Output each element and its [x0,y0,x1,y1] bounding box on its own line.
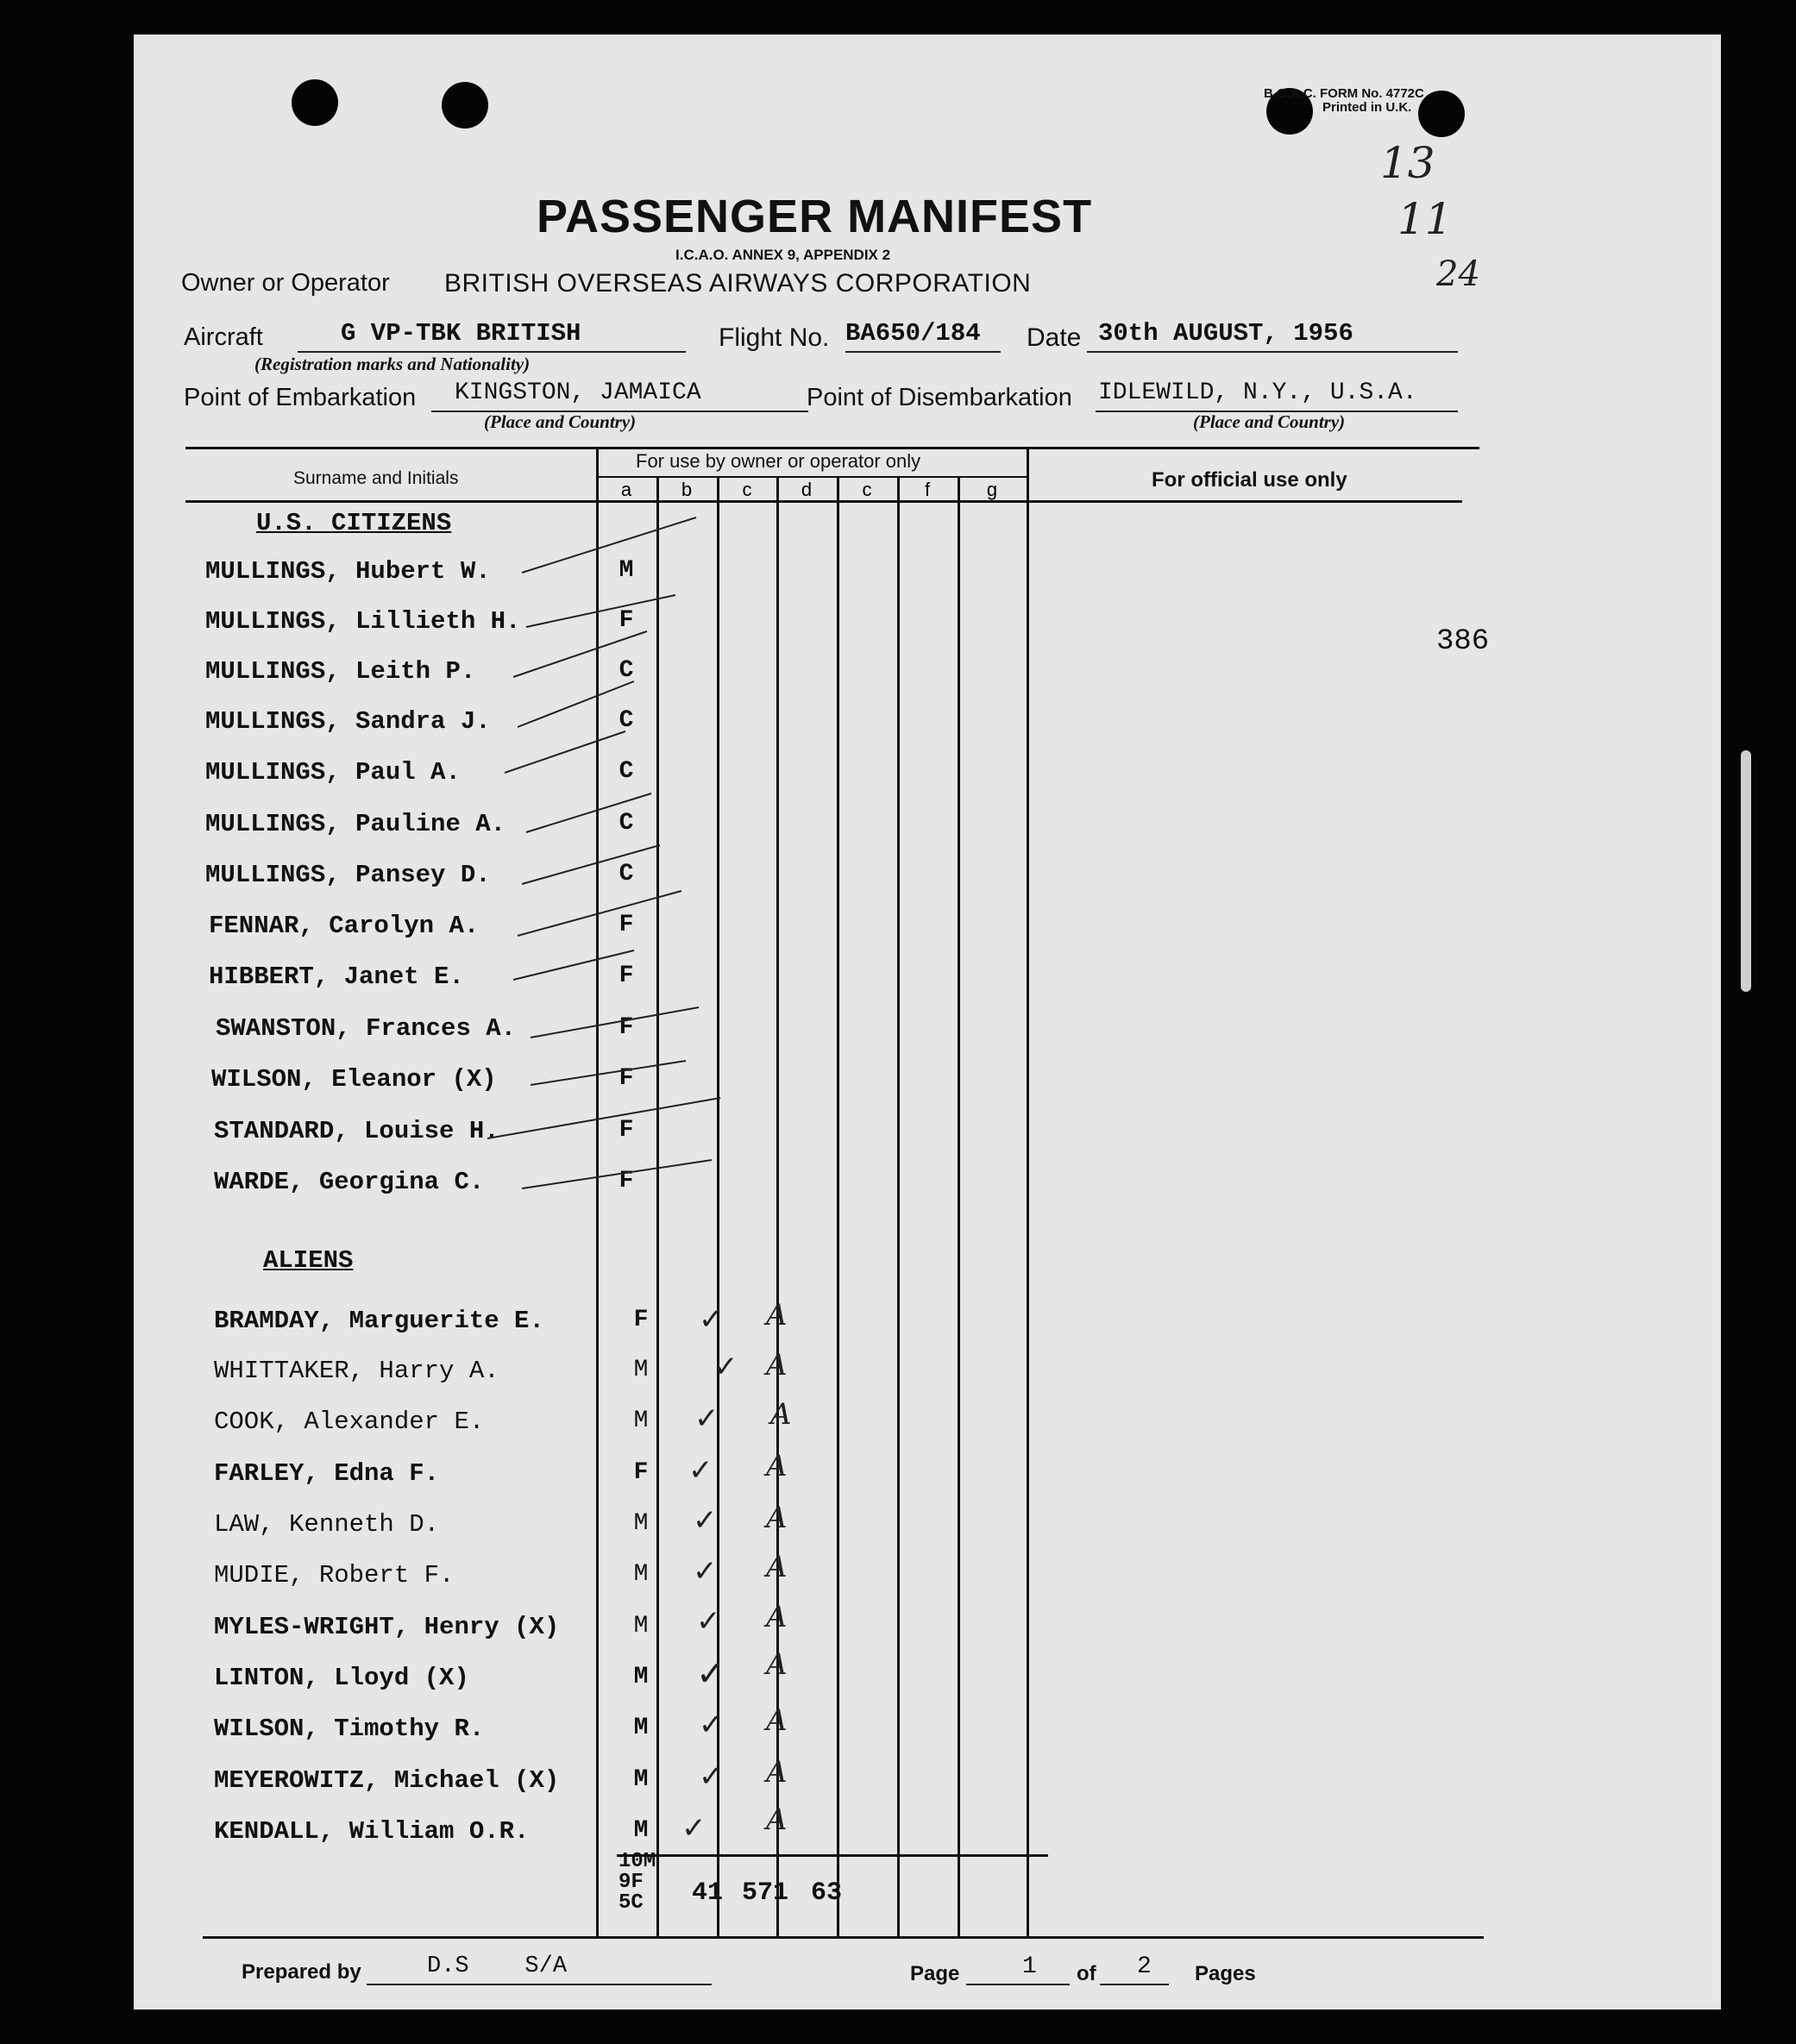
check-mark: ✓ [699,1302,724,1337]
passenger-sex: M [633,1613,649,1640]
col-header-g: g [986,479,998,500]
passenger-name: WILSON, Eleanor (X) [211,1065,497,1094]
a-mark: A [770,1397,792,1432]
passenger-sex: M [633,1817,649,1844]
form-number: B.O.A.C. FORM No. 4772C [1264,86,1424,101]
aliens-title: ALIENS [263,1246,354,1275]
passenger-name: KENDALL, William O.R. [214,1817,530,1846]
embark-label: Point of Embarkation [184,384,417,411]
passenger-sex: M [619,557,634,584]
aircraft-value: G VP-TBK BRITISH [341,319,581,348]
passenger-sex: C [619,810,634,837]
passenger-name: BRAMDAY, Marguerite E. [214,1307,544,1335]
total-a: 5C [619,1891,644,1915]
passenger-sex: F [619,1014,634,1041]
passenger-name: MULLINGS, Sandra J. [205,707,491,736]
col-header-e: c [862,479,872,500]
col-header-f: f [924,479,931,500]
hand-note: 11 [1397,194,1453,244]
check-mark: ✓ [713,1350,738,1384]
surname-header: Surname and Initials [293,468,459,488]
total-a: 9F [619,1871,644,1894]
passenger-name: LAW, Kenneth D. [214,1510,440,1539]
passenger-name: COOK, Alexander E. [214,1408,485,1436]
page-title: PASSENGER MANIFEST [537,191,1093,242]
official-note: 386 [1436,625,1490,658]
passenger-name: MEYEROWITZ, Michael (X) [214,1766,560,1795]
prepared-label: Prepared by [242,1960,361,1984]
col-header-c: c [742,479,752,500]
passenger-sex: M [633,1357,649,1383]
flight-value: BA650/184 [845,319,981,348]
embark-note: (Place and Country) [484,411,637,432]
check-mark: ✓ [699,1759,724,1794]
passenger-sex: F [619,912,634,938]
passenger-sex: F [619,607,634,634]
passenger-sex: F [619,1065,634,1092]
of-label: of [1077,1962,1096,1985]
disembark-label: Point of Disembarkation [807,384,1072,411]
owner-value: BRITISH OVERSEAS AIRWAYS CORPORATION [444,269,1032,298]
a-mark: A [766,1600,788,1634]
passenger-name: SWANSTON, Frances A. [216,1014,517,1043]
col-header-d: d [801,479,813,500]
passenger-sex: F [633,1459,649,1486]
hand-strike-lines [134,34,1721,1242]
passenger-sex: F [619,962,634,989]
a-mark: A [766,1298,788,1332]
passenger-name: MULLINGS, Pansey D. [205,861,491,889]
us-citizens-title: U.S. CITIZENS [256,509,452,537]
passenger-sex: C [619,758,634,785]
owner-use-header: For use by owner or operator only [636,450,921,472]
passenger-sex: M [633,1510,649,1537]
a-mark: A [766,1755,788,1790]
passenger-name: MULLINGS, Leith P. [205,657,476,686]
check-mark: ✓ [699,1708,724,1742]
aircraft-label: Aircraft [184,323,263,351]
a-mark: A [766,1703,788,1738]
total-b: 41 [692,1878,724,1908]
passenger-name: WHITTAKER, Harry A. [214,1357,499,1385]
passenger-name: LINTON, Lloyd (X) [214,1664,469,1692]
flight-label: Flight No. [719,323,830,352]
passenger-name: MUDIE, Robert F. [214,1561,455,1589]
embark-value: KINGSTON, JAMAICA [455,379,701,406]
check-mark: ✓ [693,1503,718,1538]
passenger-name: MULLINGS, Pauline A. [205,810,506,838]
printed-note: Printed in U.K. [1322,100,1412,115]
passenger-name: WILSON, Timothy R. [214,1715,485,1743]
passenger-sex: M [633,1408,649,1434]
hand-note: 13 [1380,138,1435,188]
page-total: 2 [1137,1953,1152,1980]
passenger-name: MULLINGS, Paul A. [205,758,461,787]
passenger-name: MYLES-WRIGHT, Henry (X) [214,1613,560,1641]
check-mark: ✓ [696,1604,721,1639]
check-mark: ✓ [696,1654,725,1694]
owner-label: Owner or Operator [181,269,390,297]
check-mark: ✓ [693,1554,718,1589]
passenger-sex: C [619,707,634,734]
total-d: 63 [811,1878,843,1908]
a-mark: A [766,1550,788,1584]
pages-label: Pages [1195,1962,1256,1985]
prepared-value: D.S S/A [427,1953,568,1979]
date-label: Date [1027,323,1082,352]
passenger-sex: F [619,1117,634,1144]
passenger-sex: M [633,1715,649,1741]
a-mark: A [766,1647,788,1682]
check-mark: ✓ [688,1453,713,1488]
aircraft-note: (Registration marks and Nationality) [254,354,531,374]
page-number: 1 [1022,1953,1037,1980]
official-use-header: For official use only [1152,468,1347,492]
passenger-name: WARDE, Georgina C. [214,1168,485,1196]
passenger-sex: F [633,1307,649,1333]
passenger-name: FENNAR, Carolyn A. [209,912,480,940]
col-header-b: b [681,479,693,500]
a-mark: A [766,1501,788,1535]
passenger-sex: F [619,1168,634,1194]
passenger-name: FARLEY, Edna F. [214,1459,440,1488]
manifest-sheet [134,34,1721,2010]
date-value: 30th AUGUST, 1956 [1098,319,1353,348]
passenger-name: HIBBERT, Janet E. [209,962,464,991]
a-mark: A [766,1803,788,1837]
passenger-sex: C [619,861,634,887]
disembark-value: IDLEWILD, N.Y., U.S.A. [1098,379,1417,406]
disembark-note: (Place and Country) [1193,411,1346,432]
page-label: Page [910,1962,960,1985]
check-mark: ✓ [681,1811,706,1846]
passenger-name: MULLINGS, Lillieth H. [205,607,521,636]
a-mark: A [766,1348,788,1383]
passenger-name: MULLINGS, Hubert W. [205,557,491,586]
total-a: 10M [619,1850,656,1873]
check-mark: ✓ [694,1401,719,1436]
page-subtitle: I.C.A.O. ANNEX 9, APPENDIX 2 [675,247,891,263]
total-c: 571 [742,1878,789,1908]
col-header-a: a [620,479,632,500]
passenger-sex: M [633,1766,649,1793]
scan-edge [1741,750,1751,992]
a-mark: A [766,1449,788,1483]
passenger-sex: M [633,1664,649,1690]
passenger-sex: M [633,1561,649,1588]
passenger-sex: C [619,657,634,684]
passenger-name: STANDARD, Louise H. [214,1117,499,1145]
hand-note: 24 [1436,254,1480,294]
